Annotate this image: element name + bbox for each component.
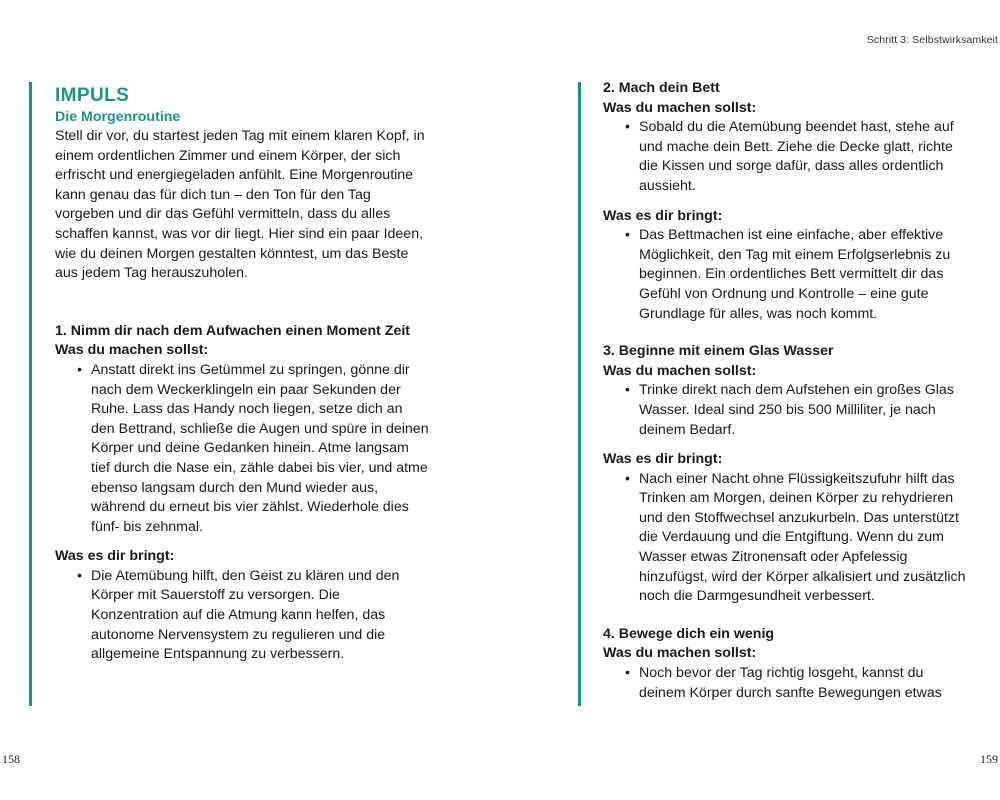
step-1-heading: 1. Nimm dir nach dem Aufwachen einen Moment Zeit bbox=[55, 322, 411, 339]
impuls-accent-rule bbox=[29, 82, 32, 706]
step-3-what-list bbox=[603, 381, 973, 440]
step-1-what-label: Was du machen sollst: bbox=[55, 342, 209, 359]
step-2-benefit-list bbox=[603, 226, 973, 324]
step-2-heading: 2. Mach dein Bett bbox=[603, 80, 720, 96]
step-3-benefit-item: • Nach einer Nacht ohne Flüssigkeitszufuhr hilft das Trinken am Morgen, deinen Körper zu rehydrieren und den Stoffwechsel anzukurbeln. Das unterstützt die Verdauung und die Entgiftung. Wenn du zum Wasser etwas Zitronensaft oder Apfelessig hinzufügst, wird der Körper alkalisiert und zusätzlich noch die Darmgesundheit verbessert. bbox=[603, 470, 973, 607]
step-2-benefit-label: Was es dir bringt: bbox=[603, 207, 723, 224]
step-4-heading: 4. Bewege dich ein wenig bbox=[603, 625, 775, 642]
impuls-title: IMPULS bbox=[55, 85, 130, 106]
intro-paragraph: Stell dir vor, du startest jeden Tag mit einem klaren Kopf, in einem ordentlichen Zimmer und einem Körper, der sich erfrischt und energiegeladen anfühlt. Eine Morgenroutine kann genau das für dich tun – den Ton für den Tag vorgeben und dir das Gefühl vermitteln, dass du alles schaffen kannst, was vor dir liegt. Hier sind ein paar Ideen, wie du deinen Morgen gestalten könntest, um das Beste aus jedem Tag herauszuholen. bbox=[55, 128, 425, 282]
right-column bbox=[603, 79, 973, 703]
step-3-what-item: • Trinke direkt nach dem Aufstehen ein großes Glas Wasser. Ideal sind 250 bis 500 Milliliter, je nach deinem Bedarf. bbox=[603, 381, 973, 440]
running-head: Schritt 3: Selbstwirksamkeit bbox=[866, 34, 998, 46]
step-1-what-list bbox=[55, 361, 430, 537]
step-4-what-label: Was du machen sollst: bbox=[603, 645, 757, 662]
impuls-subtitle: Die Morgenroutine bbox=[55, 109, 181, 125]
step-4-what-list bbox=[603, 664, 973, 703]
step-2-benefit-item: • Das Bettmachen ist eine einfache, aber effektive Möglichkeit, den Tag mit einem Erfolgserlebnis zu beginnen. Ein ordentliches Bett vermittelt dir das Gefühl von Ordnung und Kontrolle – eine gute Grundlage für alles, was noch kommt. bbox=[603, 226, 973, 324]
page-number-left: 158 bbox=[2, 752, 20, 766]
page-number-right: 159 bbox=[980, 752, 998, 766]
step-3-heading: 3. Beginne mit einem Glas Wasser bbox=[603, 343, 834, 360]
step-3-benefit-label: Was es dir bringt: bbox=[603, 451, 723, 468]
step-1-benefit-item: • Die Atemübung hilft, den Geist zu klären und den Körper mit Sauerstoff zu versorgen. Die Konzentration auf die Atmung kann helfen, das autonome Nervensystem zu regulieren und die allgemeine Entspannung zu verbessern. bbox=[55, 567, 430, 665]
step-4-what-item: • Noch bevor der Tag richtig losgeht, kannst du deinem Körper durch sanfte Bewegungen etwas bbox=[603, 664, 973, 703]
step-1-benefit-list bbox=[55, 567, 430, 665]
step-2-what-label: Was du machen sollst: bbox=[603, 99, 757, 116]
impuls-accent-rule-right bbox=[578, 82, 581, 706]
step-3-what-label: Was du machen sollst: bbox=[603, 362, 757, 379]
step-2-what-item: • Sobald du die Atemübung beendet hast, stehe auf und mache dein Bett. Ziehe die Decke glatt, richte die Kissen und sorge dafür, dass alles ordentlich aussieht. bbox=[603, 118, 973, 196]
left-column bbox=[55, 84, 430, 665]
step-1-what-item: • Anstatt direkt ins Getümmel zu springen, gönne dir nach dem Weckerklingeln ein paar Sekunden der Ruhe. Lass das Handy noch liegen, setze dich an den Bettrand, schließe die Augen und spüre in deinen Körper und deine Gedanken hinein. Atme langsam tief durch die Nase ein, zähle dabei bis vier, und atme ebenso langsam durch den Mund wieder aus, während du erneut bis vier zählst. Wiederhole dies fünf- bis zehnmal. bbox=[55, 361, 430, 537]
step-3-benefit-list bbox=[603, 470, 973, 607]
step-2-what-list bbox=[603, 118, 973, 196]
step-1-benefit-label: Was es dir bringt: bbox=[55, 548, 175, 565]
